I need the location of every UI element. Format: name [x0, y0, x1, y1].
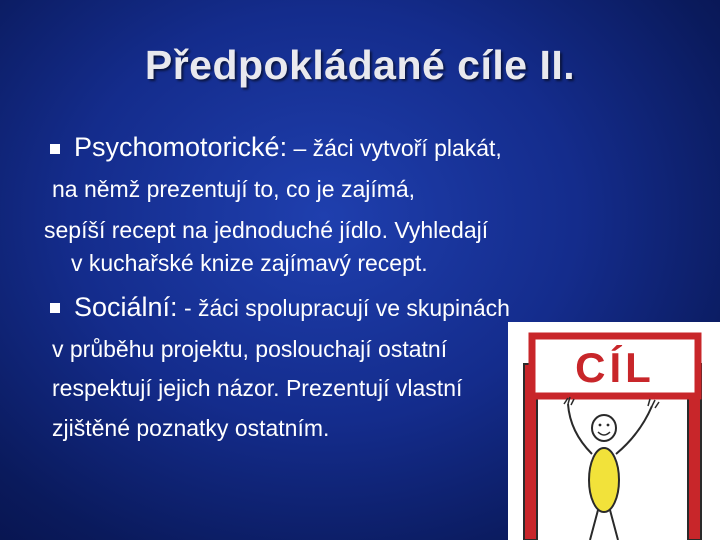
banner-text: CÍL [575, 344, 655, 391]
section-2-line-1: v průběhu projektu, poslouchají ostatní [52, 336, 448, 362]
bullet-square [50, 303, 60, 313]
section-1-lead: – žáci vytvoří plakát, [287, 135, 502, 161]
section-1-line-2: sepíší recept na jednoduché jídlo. Vyhledají [44, 217, 489, 243]
section-1-line-3: v kuchařské knize zajímavý recept. [71, 250, 428, 276]
section-2-heading: Sociální: [74, 292, 178, 322]
bullet-square [50, 144, 60, 154]
section-1-first-line [74, 132, 502, 164]
slide-title: Předpokládané cíle II. [144, 42, 576, 88]
section-2-first-line [74, 292, 510, 324]
section-1-line-1: na němž prezentují to, co je zajímá, [52, 176, 416, 202]
section-2-line-2: respektují jejich názor. Prezentují vlastní [52, 375, 463, 401]
goal-banner-figure-icon [508, 322, 720, 540]
goal-illustration [508, 322, 720, 540]
section-2-lead: - žáci spolupracují ve skupinách [177, 295, 510, 321]
section-2-line-3: zjištěné poznatky ostatním. [52, 415, 330, 441]
section-1-heading: Psychomotorické: [74, 132, 288, 162]
